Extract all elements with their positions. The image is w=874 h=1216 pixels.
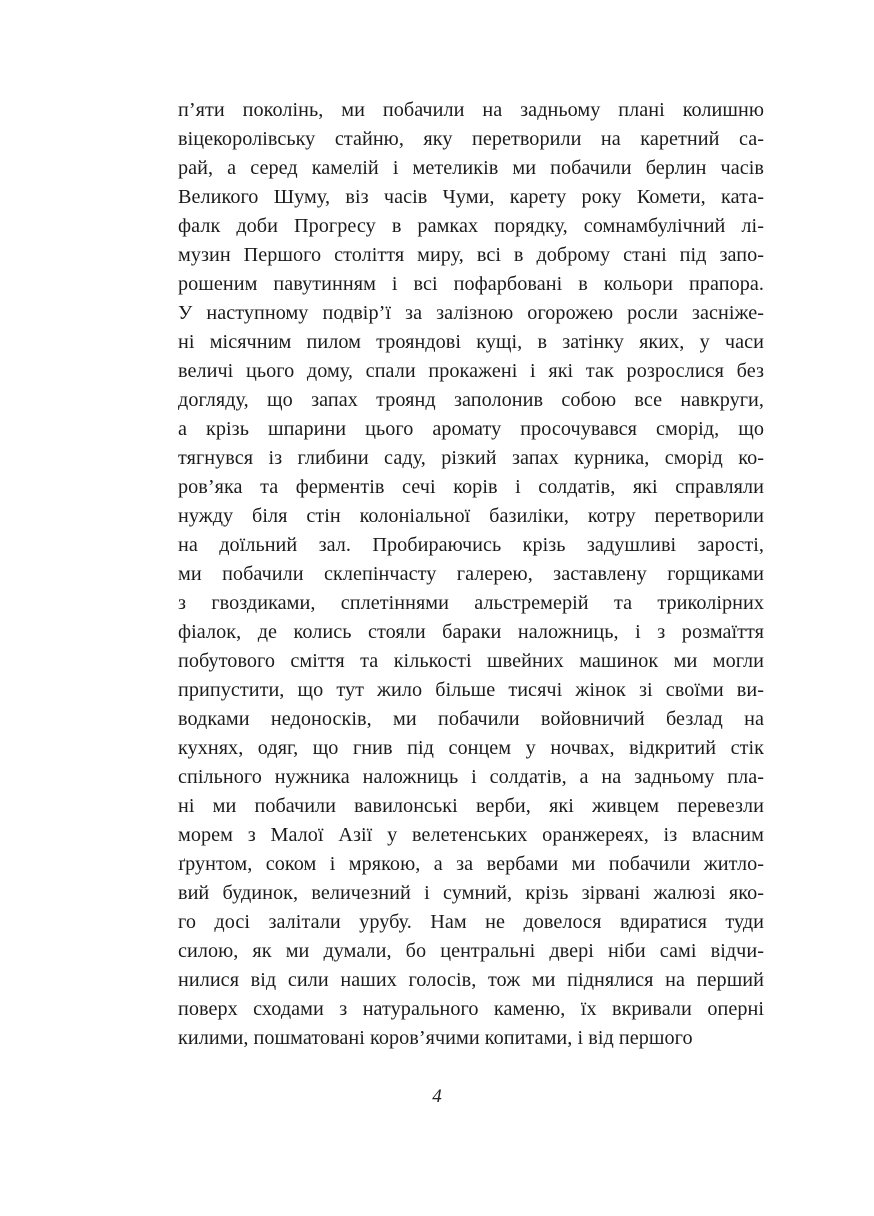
text-line: п’яти поколінь, ми побачили на задньому плані колишню [178, 99, 764, 121]
text-line: фалк доби Прогресу в рамках порядку, сомнамбулічний лі- [178, 215, 764, 237]
text-line: ні місячним пилом трояндові кущі, в затінку яких, у часи [178, 331, 764, 353]
text-line: ні ми побачили вавилонські верби, які живцем перевезли [178, 795, 764, 817]
text-line: поверх сходами з натурального каменю, їх вкривали оперні [178, 998, 764, 1020]
text-line: фіалок, де колись стояли бараки наложниць, і з розмаїття [178, 621, 764, 643]
text-line: спільного нужника наложниць і солдатів, а на задньому пла- [178, 766, 764, 788]
text-line: віцекоролівську стайню, яку перетворили на каретний са- [178, 128, 764, 150]
text-line: побутового сміття та кількості швейних машинок ми могли [178, 650, 764, 672]
text-line: ґрунтом, соком і мрякою, а за вербами ми побачили житло- [178, 853, 764, 875]
page-text-block [178, 96, 764, 1053]
text-line: нилися від сили наших голосів, тож ми піднялися на перший [178, 969, 764, 991]
text-line: У наступному подвір’ї за залізною огорожею росли засніже- [178, 302, 764, 324]
text-line: рай, а серед камелій і метеликів ми побачили берлин часів [178, 157, 764, 179]
text-line: нужду біля стін колоніальної базиліки, котру перетворили [178, 505, 764, 527]
text-line: догляду, що запах троянд заполонив собою все навкруги, [178, 389, 764, 411]
text-line: Великого Шуму, віз часів Чуми, карету року Комети, ката- [178, 186, 764, 208]
text-line: вий будинок, величезний і сумний, крізь зірвані жалюзі яко- [178, 882, 764, 904]
text-line: а крізь шпарини цього аромату просочувався сморід, що [178, 418, 764, 440]
text-line: ров’яка та ферментів сечі корів і солдатів, які справляли [178, 476, 764, 498]
text-line: з гвоздиками, сплетіннями альстремерій та триколірних [178, 592, 764, 614]
page-number: 4 [432, 1086, 442, 1107]
text-line: силою, як ми думали, бо центральні двері ніби самі відчи- [178, 940, 764, 962]
text-line: величі цього дому, спали прокажені і які так розрослися без [178, 360, 764, 382]
text-line: килими, пошматовані коров’ячими копитами, і від першого [178, 1027, 693, 1049]
text-line: припустити, що тут жило більше тисячі жінок зі своїми ви- [178, 679, 764, 701]
text-line: музин Першого століття миру, всі в доброму стані під запо- [178, 244, 764, 266]
text-line: кухнях, одяг, що гнив під сонцем у ночвах, відкритий стік [178, 737, 764, 759]
text-line: морем з Малої Азії у велетенських оранжереях, із власним [178, 824, 764, 846]
text-line: ми побачили склепінчасту галерею, заставлену горщиками [178, 563, 764, 585]
text-line: рошеним павутинням і всі пофарбовані в кольори прапора. [178, 273, 764, 295]
body-paragraph [178, 96, 764, 1053]
text-line: тягнувся із глибини саду, різкий запах курника, сморід ко- [178, 447, 764, 469]
text-line: го досі залітали урубу. Нам не довелося вдиратися туди [178, 911, 764, 933]
text-line: на доїльний зал. Пробираючись крізь задушливі зарості, [178, 534, 764, 556]
text-line: водками недоносків, ми побачили войовничий безлад на [178, 708, 764, 730]
